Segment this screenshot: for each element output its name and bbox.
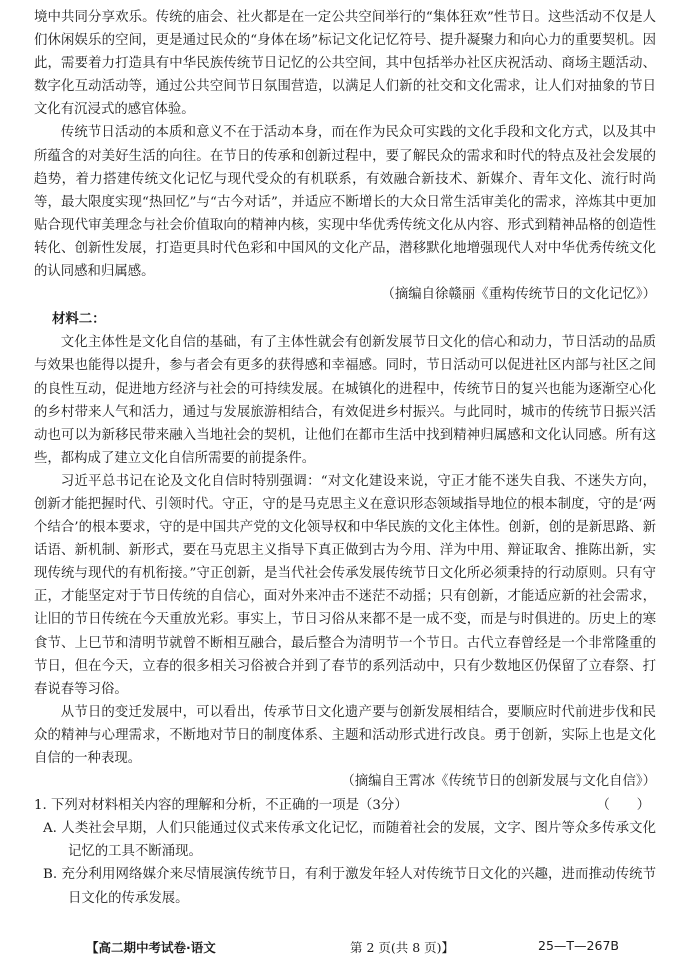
- question-stem-text: 1. 下列对材料相关内容的理解和分析，不正确的一项是（3分）: [34, 798, 408, 814]
- source-citation-2: （摘编自王霄冰《传统节日的创新发展与文化自信》）: [341, 774, 656, 790]
- paragraph-3: 文化主体性是文化自信的基础，有了主体性就会有创新发展节日文化的信心和动力，节日活动的品质与效果也能得以提升，参与者会有更多的获得感和幸福感。同时，节日活动可以促进社区内部与社区之间的良性互动，促进地方经济与社会的可持续发展。在城镇化的进程中，传统节日的复兴也能为逐渐空心化的乡村带来人气和活力，通过与发展旅游相结合，有效促进乡村振兴。与此同时，城市的传统节日振兴活动也可以为新移民带来融入当地社会的契机，让他们在都市生活中找到精神归属感和文化认同感。所有这些，都构成了建立文化自信所需要的前提条件。: [34, 335, 656, 466]
- footer-page-number: 第 2 页(共 8 页)】: [350, 940, 455, 955]
- paragraph-1: 境中共同分享欢乐。传统的庙会、社火都是在一定公共空间举行的“集体狂欢”性节日。这些活动不仅是人们休闲娱乐的空间，更是通过民众的“身体在场”标记文化记忆符号、提升凝聚力和向心力的重要契机。因此，需要着力打造具有中华民族传统节日记忆的公共空间，其中包括举办社区庆祝活动、商场主题活动、数字化互动活动等，通过公共空间节日氛围营造，以满足人们新的社交和文化需求，让人们对抽象的节日文化有沉浸式的感官体验。: [34, 10, 656, 118]
- answer-blank: （ ）: [596, 798, 650, 814]
- paragraph-4: 习近平总书记在论及文化自信时特别强调：“对文化建设来说，守正才能不迷失自我、不迷失方向，创新才能把握时代、引领时代。守正，守的是马克思主义在意识形态领域指导地位的根本制度，守的是‘两个结合’的根本要求，守的是中国共产党的文化领导权和中华民族的文化主体性。创新，创的是新思路、新话语、新机制、新形式，要在马克思主义指导下真正做到古为今用、洋为中用、辩证取舍、推陈出新，实现传统与现代的有机衔接。”守正创新，是当代社会传承发展传统节日文化所必须秉持的行动原则。只有守正，才能坚定对于节日传统的自信心，面对外来冲击不迷茫不动摇；只有创新，才能适应新的社会需求，让旧的节日传统在今天重放光彩。事实上，节日习俗从来都不是一成不变，而是与时俱进的。历史上的寒食节、上巳节和清明节就曾不断相互融合，最后整合为清明节一个节日。古代立春曾经是一个非常隆重的节日，但在今天，立春的很多相关习俗被合并到了春节的系列活动中，只有少数地区仍保留了立春祭、打春说春等习俗。: [34, 473, 656, 697]
- source-citation-1: （摘编自徐赣丽《重构传统节日的文化记忆》）: [381, 287, 656, 303]
- paragraph-2: 传统节日活动的本质和意义不在于活动本身，而在作为民众可实践的文化手段和文化方式，以及其中所蕴含的对美好生活的向往。在节日的传承和创新过程中，要了解民众的需求和时代的特点及社会发展的趋势，着力搭建传统文化记忆与现代受众的有机联系，有效融合新技术、新媒介、青年文化、流行时尚等，最大限度实现“热回忆”与“古今对话”，并适应不断增长的大众日常生活审美化的需求，淬炼其中更加贴合现代审美理念与社会价值取向的精神内核，实现中华优秀传统文化从内容、形式到精神品格的创造性转化、创新性发展，打造更具时代色彩和中国风的文化产品，潜移默化地增强现代人对中华优秀传统文化的认同感和归属感。: [34, 125, 656, 280]
- option-a: A. 人类社会早期，人们只能通过仪式来传承文化记忆，而随着社会的发展，文字、图片等众多传承文化记忆的工具不断涌现。: [43, 821, 656, 860]
- footer-exam-title: 【高二期中考试卷·语文: [86, 940, 216, 955]
- material-one-text: [34, 6, 656, 283]
- material-two-text: [34, 331, 656, 770]
- document-body: [34, 6, 656, 910]
- paragraph-5: 从节日的变迁发展中，可以看出，传承节日文化遗产要与创新发展相结合，要顺应时代前进步伐和民众的精神与心理需求，不断地对节日的制度体系、主题和活动形式进行改良。勇于创新，实际上也是文化自信的一种表现。: [34, 704, 656, 766]
- page-footer: [0, 935, 677, 959]
- question-stem: [34, 794, 656, 817]
- material-two-heading: 材料二：: [52, 312, 106, 328]
- question-1: [34, 794, 656, 909]
- footer-exam-code: 25—T—267B: [538, 938, 619, 953]
- option-b: B. 充分利用网络媒介来尽情展演传统节日，有利于激发年轻人对传统节日文化的兴趣，进而推动传统节日文化的传承发展。: [43, 867, 656, 906]
